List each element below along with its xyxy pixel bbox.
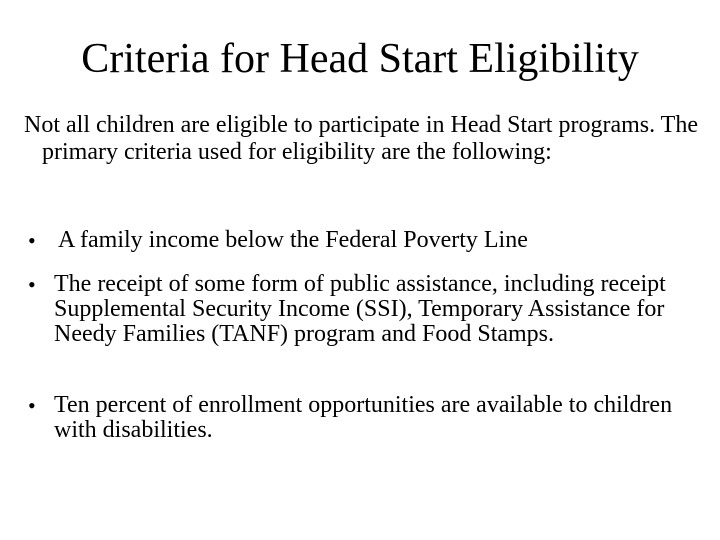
intro-paragraph: Not all children are eligible to participate in Head Start programs. The primary criteria used for eligibility are the following:	[24, 112, 698, 165]
bullet-icon: •	[28, 393, 36, 418]
list-item	[24, 272, 684, 347]
slide-title: Criteria for Head Start Eligibility	[81, 36, 639, 82]
bullet-icon: •	[28, 272, 36, 297]
list-item-text: Ten percent of enrollment opportunities are available to children with disabilities.	[54, 392, 673, 443]
list-item	[24, 228, 684, 253]
list-item	[24, 393, 684, 443]
list-item-text: A family income below the Federal Poverty Line	[58, 227, 528, 253]
list-item-text: The receipt of some form of public assistance, including receipt Supplemental Security Income (SSI), Temporary Assistance for Needy Families (TANF) program and Food Stamps.	[54, 271, 666, 347]
bullet-icon: •	[28, 228, 36, 253]
